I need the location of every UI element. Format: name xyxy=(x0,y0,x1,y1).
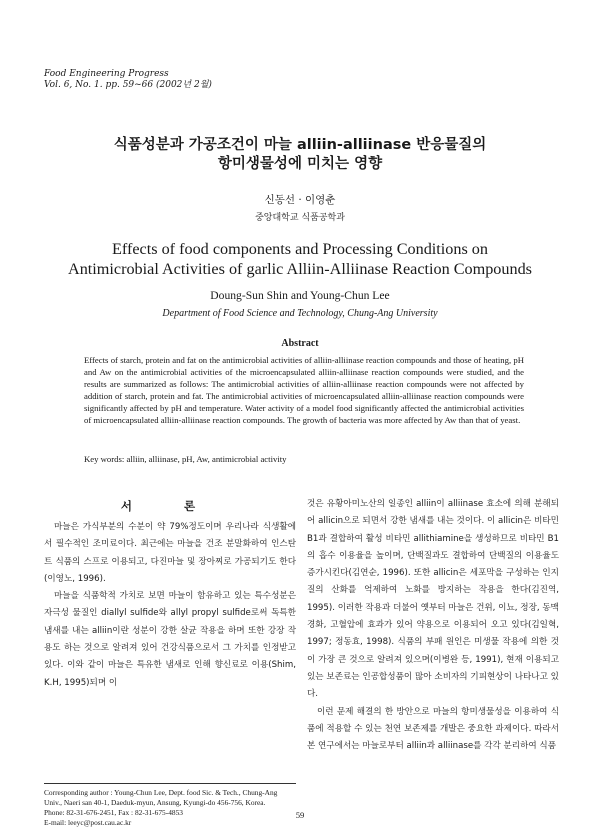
english-title-line-2: Antimicrobial Activities of garlic Alliin-Alliinase Reaction Compounds xyxy=(68,260,532,278)
korean-authors: 신동선 · 이영춘 xyxy=(264,194,336,206)
journal-header xyxy=(44,69,212,91)
abstract-body: Effects of starch, protein and fat on the antimicrobial activities of alliin-alliinase reaction compounds and those of heating, pH and Aw on the antimicrobial activities of the microencapsulated alliin-alliinase reaction compounds were studied, and the results are summarized as follows: The antimicrobial activities of alliin-alliinase reaction compounds were not affected by addition of starch, protein and fat. The antimicrobial activities of microencapsulated alliin-alliinase reaction compounds were significantly affected by pH and temperature. Water activity of a model food significantly affected the antimicrobial activities of microencapsulated alliin-alliinase reaction compounds. The growth of bacteria was more affected by Aw than that of yeast. xyxy=(84,355,524,426)
footnote-rule xyxy=(44,783,296,784)
korean-title-line-1: 식품성분과 가공조건이 마늘 alliin-alliinase 반응물질의 xyxy=(113,137,487,153)
journal-volume: Vol. 6, No. 1. pp. 59~66 (2002년 2월) xyxy=(44,80,212,90)
right-column xyxy=(307,496,559,755)
english-authors: Doung-Sun Shin and Young-Chun Lee xyxy=(210,289,390,302)
section-heading-introduction: 서 론 xyxy=(120,499,220,513)
page-number: 59 xyxy=(295,810,305,820)
abstract-heading: Abstract xyxy=(281,338,319,349)
left-column xyxy=(44,519,296,692)
footnote-author: Corresponding author : Young-Chun Lee, Dept. food Sic. & Tech., Chung-Ang Univ., Naeri san 40-1, Daeduk-myun, Ansung, Kyungi-do 456-756, Korea. xyxy=(44,788,278,807)
korean-title-line-2: 항미생물성에 미치는 영향 xyxy=(217,156,383,172)
english-title-line-1: Effects of food components and Processing Conditions on xyxy=(111,240,488,258)
journal-name: Food Engineering Progress xyxy=(44,69,169,79)
right-paragraph-1: 것은 유황아미노산의 일종인 alliin이 alliinase 효소에 의해 분해되어 allicin으로 되면서 강한 냄새를 내는 것이다. 이 allicin은 비타민 B1과 결합하여 활성 비타민 allithiamine을 생성하므로 비타민 B1의 흡수 이용율을 높이며, 단백질과도 결합하여 단백질의 이용율도 증가시킨다(김연순, 1996). 또한 allicin은 세포막을 구성하는 인지질의 산화를 억제하여 노화를 방지하는 작용을 한다(김진역, 1995). 이러한 작용과 더불어 옛부터 마늘은 건위, 이뇨, 정장, 동맥경화, 고혈압에 효과가 있어 약용으로 이용되어 오고 있다(김일혁, 1997; 정동효, 1998). 식품의 부패 원인은 미생물 작용에 의한 것이 가장 큰 것으로 알려져 있으며(이병완 등, 1991), 현재 이용되고 있는 보존료는 인공합성품이 많아 소비자의 기피현상이 나타나고 있다. xyxy=(307,499,559,700)
footnote-email: E-mail: leeyc@post.cau.ac.kr xyxy=(44,817,132,827)
keywords: Key words: alliin, alliinase, pH, Aw, antimicrobial activity xyxy=(84,454,287,464)
left-paragraph-2: 마늘을 식품학적 가치로 보면 마늘이 함유하고 있는 특수성분은 자극성 물질인 diallyl sulfide와 allyl propyl sulfide로써 독특한 냄새를 내는 alliin이란 성분이 강한 살균 작용을 하며 또한 강장 작용도 하는 것으로 알려져 있어 건강식품으로서 그 가치를 인정받고 있다. 이와 같이 마늘은 특유한 냄새로 인해 향신료로 이용(Shim, K.H, 1995)되며 이 xyxy=(44,591,296,688)
footnote xyxy=(44,788,296,828)
english-affiliation: Department of Food Science and Technology, Chung-Ang University xyxy=(162,308,438,319)
left-paragraph-1: 마늘은 가식부분의 수분이 약 79%정도이며 우리나라 식생활에서 필수적인 조미료이다. 최근에는 마늘을 건조 분말화하여 인스탄트 식품의 스프로 이용되고, 다진마늘 및 장아찌로 가공되기도 한다(이영노, 1996). xyxy=(44,522,296,584)
korean-affiliation: 중앙대학교 식품공학과 xyxy=(255,213,345,223)
footnote-phone: Phone: 82-31-676-2451, Fax : 82-31-675-4853 xyxy=(44,807,183,817)
right-paragraph-2: 이런 문제 해결의 한 방안으로 마늘의 항미생물성을 이용하여 식품에 적용할 수 있는 천연 보존제를 개발은 중요한 과제이다. 따라서 본 연구에서는 마늘로부터 alliin과 alliinase를 각각 분리하여 식품 xyxy=(307,706,559,752)
